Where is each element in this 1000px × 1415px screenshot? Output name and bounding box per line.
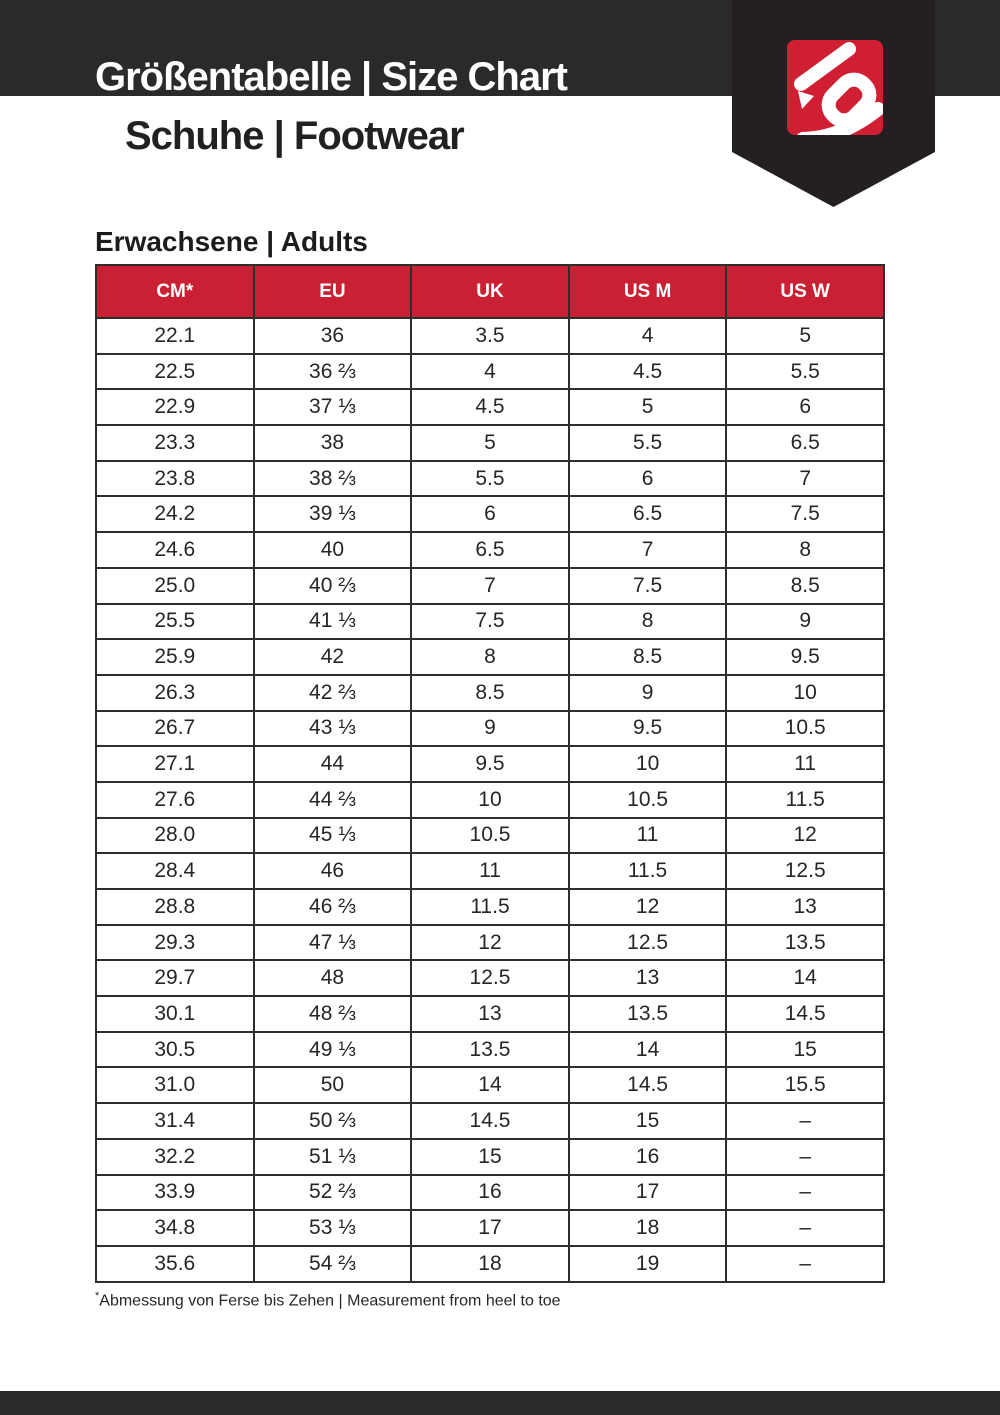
table-cell: 8 [726, 532, 884, 568]
table-cell: 25.5 [96, 604, 254, 640]
table-cell: 11 [411, 853, 569, 889]
table-cell: 24.2 [96, 496, 254, 532]
column-header: US M [569, 265, 727, 318]
table-cell: 29.7 [96, 960, 254, 996]
column-header: EU [254, 265, 412, 318]
table-row [96, 1103, 884, 1139]
table-cell: 11 [569, 818, 727, 854]
table-cell: 13.5 [569, 996, 727, 1032]
table-cell: 12 [569, 889, 727, 925]
table-row [96, 461, 884, 497]
footer-bar [0, 1391, 1000, 1415]
table-cell: 9 [726, 604, 884, 640]
table-cell: 17 [569, 1175, 727, 1211]
table-cell: 6 [411, 496, 569, 532]
table-row [96, 675, 884, 711]
table-cell: 26.7 [96, 711, 254, 747]
table-cell: 48 ⅔ [254, 996, 412, 1032]
table-cell: 41 ⅓ [254, 604, 412, 640]
table-cell: 4 [569, 318, 727, 354]
table-cell: 11.5 [569, 853, 727, 889]
table-cell: 12.5 [411, 960, 569, 996]
table-row [96, 1067, 884, 1103]
table-row [96, 639, 884, 675]
table-row [96, 1246, 884, 1282]
table-cell: 22.5 [96, 354, 254, 390]
table-cell: 29.3 [96, 925, 254, 961]
table-cell: 10.5 [411, 818, 569, 854]
table-cell: 36 [254, 318, 412, 354]
table-cell: 47 ⅓ [254, 925, 412, 961]
table-cell: 11.5 [411, 889, 569, 925]
table-cell: 28.8 [96, 889, 254, 925]
table-row [96, 960, 884, 996]
table-cell: 37 ⅓ [254, 389, 412, 425]
table-cell: 10.5 [569, 782, 727, 818]
table-cell: 4 [411, 354, 569, 390]
size-table-body [96, 318, 884, 1282]
table-cell: 10.5 [726, 711, 884, 747]
table-cell: 9 [411, 711, 569, 747]
table-row [96, 1032, 884, 1068]
table-cell: 15 [411, 1139, 569, 1175]
table-cell: 13 [411, 996, 569, 1032]
table-cell: 22.1 [96, 318, 254, 354]
table-cell: 14.5 [569, 1067, 727, 1103]
table-cell: 5.5 [726, 354, 884, 390]
table-cell: 40 ⅔ [254, 568, 412, 604]
table-cell: 14 [411, 1067, 569, 1103]
table-cell: 10 [569, 746, 727, 782]
table-cell: 17 [411, 1210, 569, 1246]
table-cell: 15 [726, 1032, 884, 1068]
table-cell: 7 [411, 568, 569, 604]
table-cell: 49 ⅓ [254, 1032, 412, 1068]
table-cell: 48 [254, 960, 412, 996]
table-cell: – [726, 1246, 884, 1282]
table-cell: 5.5 [569, 425, 727, 461]
table-row [96, 853, 884, 889]
table-cell: 25.0 [96, 568, 254, 604]
table-cell: 8.5 [726, 568, 884, 604]
table-cell: 54 ⅔ [254, 1246, 412, 1282]
table-cell: 30.5 [96, 1032, 254, 1068]
table-cell: 9.5 [569, 711, 727, 747]
footnote [95, 1290, 561, 1311]
table-row [96, 354, 884, 390]
table-cell: 10 [726, 675, 884, 711]
table-row [96, 389, 884, 425]
table-cell: 27.1 [96, 746, 254, 782]
table-cell: 46 [254, 853, 412, 889]
table-cell: 31.0 [96, 1067, 254, 1103]
table-cell: 33.9 [96, 1175, 254, 1211]
table-row [96, 746, 884, 782]
table-cell: 7.5 [726, 496, 884, 532]
table-cell: 34.8 [96, 1210, 254, 1246]
table-cell: 18 [569, 1210, 727, 1246]
table-cell: 24.6 [96, 532, 254, 568]
table-cell: 43 ⅓ [254, 711, 412, 747]
table-cell: 31.4 [96, 1103, 254, 1139]
table-cell: 7 [726, 461, 884, 497]
table-cell: 6.5 [569, 496, 727, 532]
table-row [96, 925, 884, 961]
table-cell: 13 [726, 889, 884, 925]
table-cell: 27.6 [96, 782, 254, 818]
table-cell: – [726, 1103, 884, 1139]
page-subtitle: Schuhe | Footwear [125, 114, 464, 158]
table-row [96, 318, 884, 354]
table-cell: 36 ⅔ [254, 354, 412, 390]
page-title: Größentabelle | Size Chart [95, 55, 567, 99]
table-cell: 6.5 [411, 532, 569, 568]
table-cell: 32.2 [96, 1139, 254, 1175]
table-cell: 15.5 [726, 1067, 884, 1103]
table-cell: 38 [254, 425, 412, 461]
table-cell: 6 [726, 389, 884, 425]
table-cell: 50 [254, 1067, 412, 1103]
footnote-marker: * [95, 1290, 100, 1302]
table-cell: 12 [726, 818, 884, 854]
table-cell: 30.1 [96, 996, 254, 1032]
table-row [96, 1210, 884, 1246]
table-cell: 12.5 [569, 925, 727, 961]
table-row [96, 604, 884, 640]
table-row [96, 1139, 884, 1175]
table-cell: 3.5 [411, 318, 569, 354]
table-cell: 42 ⅔ [254, 675, 412, 711]
table-cell: 15 [569, 1103, 727, 1139]
table-cell: 8 [411, 639, 569, 675]
column-header: UK [411, 265, 569, 318]
table-row [96, 711, 884, 747]
table-cell: 9.5 [726, 639, 884, 675]
table-cell: 40 [254, 532, 412, 568]
table-cell: 18 [411, 1246, 569, 1282]
table-cell: 11 [726, 746, 884, 782]
table-cell: 7.5 [411, 604, 569, 640]
table-cell: 35.6 [96, 1246, 254, 1282]
table-cell: 13.5 [411, 1032, 569, 1068]
footnote-text: Abmessung von Ferse bis Zehen | Measurement from heel to toe [99, 1292, 561, 1310]
table-cell: 52 ⅔ [254, 1175, 412, 1211]
table-cell: 53 ⅓ [254, 1210, 412, 1246]
table-cell: 26.3 [96, 675, 254, 711]
table-row [96, 568, 884, 604]
table-cell: – [726, 1175, 884, 1211]
table-cell: 45 ⅓ [254, 818, 412, 854]
brand-logo-icon [787, 40, 883, 139]
table-cell: 6 [569, 461, 727, 497]
table-row [96, 425, 884, 461]
table-row [96, 818, 884, 854]
table-cell: 16 [569, 1139, 727, 1175]
table-cell: 23.8 [96, 461, 254, 497]
column-header: US W [726, 265, 884, 318]
table-cell: 28.4 [96, 853, 254, 889]
table-cell: 14 [726, 960, 884, 996]
table-cell: 44 ⅔ [254, 782, 412, 818]
table-row [96, 496, 884, 532]
table-cell: – [726, 1139, 884, 1175]
table-cell: 13 [569, 960, 727, 996]
table-cell: 5 [569, 389, 727, 425]
table-cell: 13.5 [726, 925, 884, 961]
table-cell: 6.5 [726, 425, 884, 461]
table-cell: 11.5 [726, 782, 884, 818]
table-row [96, 889, 884, 925]
table-cell: 39 ⅓ [254, 496, 412, 532]
section-title: Erwachsene | Adults [95, 226, 368, 257]
table-row [96, 532, 884, 568]
table-cell: 5 [726, 318, 884, 354]
table-cell: 12.5 [726, 853, 884, 889]
table-cell: 23.3 [96, 425, 254, 461]
table-cell: 46 ⅔ [254, 889, 412, 925]
table-cell: 4.5 [411, 389, 569, 425]
table-cell: – [726, 1210, 884, 1246]
table-cell: 14.5 [411, 1103, 569, 1139]
column-header: CM* [96, 265, 254, 318]
table-cell: 25.9 [96, 639, 254, 675]
table-cell: 4.5 [569, 354, 727, 390]
table-cell: 14.5 [726, 996, 884, 1032]
table-row [96, 1175, 884, 1211]
table-cell: 9 [569, 675, 727, 711]
brand-ribbon [732, 0, 935, 208]
table-cell: 5.5 [411, 461, 569, 497]
table-cell: 10 [411, 782, 569, 818]
table-cell: 50 ⅔ [254, 1103, 412, 1139]
table-cell: 7.5 [569, 568, 727, 604]
table-cell: 44 [254, 746, 412, 782]
table-cell: 9.5 [411, 746, 569, 782]
size-table-head-row [96, 265, 884, 318]
table-cell: 22.9 [96, 389, 254, 425]
table-cell: 42 [254, 639, 412, 675]
table-cell: 7 [569, 532, 727, 568]
table-cell: 19 [569, 1246, 727, 1282]
table-cell: 51 ⅓ [254, 1139, 412, 1175]
table-row [96, 996, 884, 1032]
table-cell: 28.0 [96, 818, 254, 854]
table-cell: 5 [411, 425, 569, 461]
table-cell: 12 [411, 925, 569, 961]
table-cell: 8.5 [569, 639, 727, 675]
table-cell: 8.5 [411, 675, 569, 711]
table-row [96, 782, 884, 818]
table-cell: 14 [569, 1032, 727, 1068]
size-table [95, 264, 885, 1283]
table-cell: 38 ⅔ [254, 461, 412, 497]
table-cell: 8 [569, 604, 727, 640]
table-cell: 16 [411, 1175, 569, 1211]
